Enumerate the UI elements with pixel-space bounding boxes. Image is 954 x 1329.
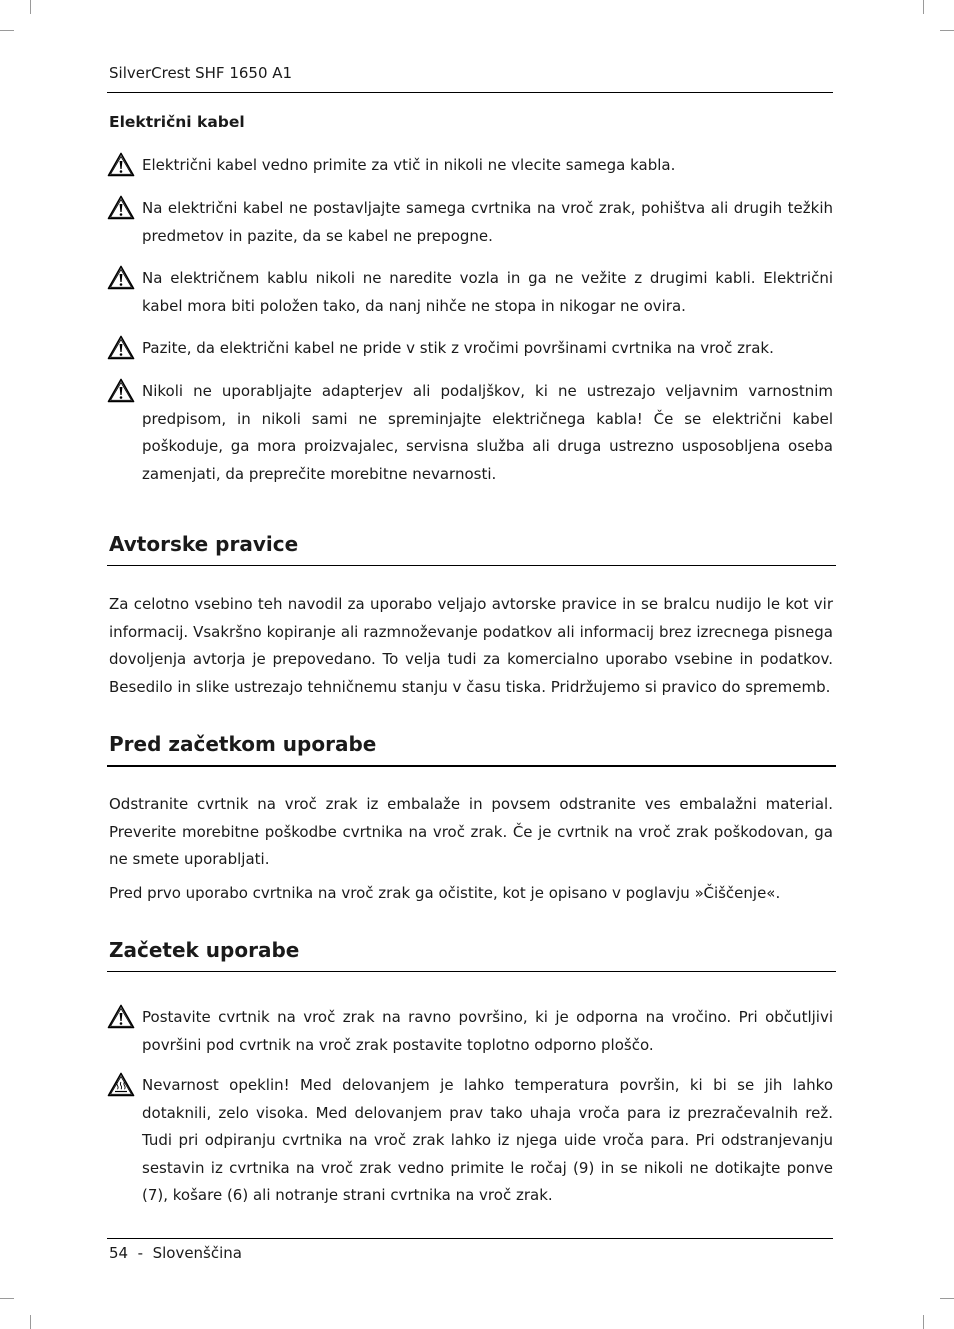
before-use-paragraph-1: Odstranite cvrtnik na vroč zrak iz embalaže in povsem odstranite ves embalažni material. Preverite morebitne poškodbe cvrtnika na vroč zrak. Če je cvrtnik na vroč zrak poškodovan, ga ne smete uporabljati. — [109, 795, 833, 869]
warning-triangle-icon — [107, 335, 135, 360]
copyright-title: Avtorske pravice — [109, 532, 299, 556]
copyright-divider — [107, 565, 836, 566]
start-divider — [107, 971, 836, 972]
crop-mark — [30, 0, 31, 14]
warning-text: Na električni kabel ne postavljajte samega cvrtnika na vroč zrak, pohištva ali drugih težkih predmetov in pazite, da se kabel ne prepogne. — [142, 199, 833, 245]
warning-text: Električni kabel vedno primite za vtič in nikoli ne vlecite samega kabla. — [142, 156, 676, 174]
warning-triangle-icon — [107, 195, 135, 220]
warning-triangle-icon — [107, 152, 135, 177]
crop-mark — [923, 1315, 924, 1329]
crop-mark — [0, 30, 14, 31]
cable-warning-3 — [107, 265, 833, 320]
page-footer: 54 - Slovenščina — [109, 1244, 242, 1262]
hot-warning-text: Nevarnost opeklin! Med delovanjem je lahko temperatura površin, ki bi se jih lahko dotaknili, zelo visoka. Med delovanjem prav tako uhaja vroča para iz prezračevalnih rež. Tudi pri odpiranju cvrtnika na vroč zrak lahko iz njega uide vroča para. Pri odstranjevanju sestavin iz cvrtnika na vroč zrak vedno primite le ročaj (9) in se nikoli ne dotikajte ponve (7), košare (6) ali notranje strani cvrtnika na vroč zrak. — [142, 1076, 833, 1205]
warning-text: Nikoli ne uporabljajte adapterjev ali podaljškov, ki ne ustrezajo veljavnim varnostnim predpisom, in nikoli sami ne spreminjajte električnega kabla! Če se električni kabel poškoduje, ga mora proizvajalec, servisna služba ali druga ustrezno usposobljena oseba zamenjati, da preprečite morebitne nevarnosti. — [142, 382, 833, 483]
cable-warning-1 — [107, 152, 833, 180]
cable-subtitle: Električni kabel — [109, 113, 245, 131]
warning-text: Pazite, da električni kabel ne pride v stik z vročimi površinami cvrtnika na vroč zrak. — [142, 339, 774, 357]
warning-text: Na električnem kablu nikoli ne naredite vozla in ga ne vežite z drugimi kabli. Električni kabel mora biti položen tako, da nanj nihče ne stopa in nikogar ne ovira. — [142, 269, 833, 315]
crop-mark — [940, 30, 954, 31]
before-use-divider — [107, 765, 836, 767]
crop-mark — [30, 1315, 31, 1329]
start-warning — [107, 1004, 833, 1059]
crop-mark — [940, 1298, 954, 1299]
before-use-paragraph-2: Pred prvo uporabo cvrtnika na vroč zrak ga očistite, kot je opisano v poglavju »Čiščenje«. — [109, 884, 781, 902]
before-use-title: Pred začetkom uporabe — [109, 732, 377, 756]
warning-triangle-icon — [107, 378, 135, 403]
cable-warning-5 — [107, 378, 833, 488]
start-title: Začetek uporabe — [109, 938, 300, 962]
cable-warning-2 — [107, 195, 833, 250]
hot-surface-icon — [107, 1072, 135, 1097]
page-header: SilverCrest SHF 1650 A1 — [109, 64, 293, 82]
copyright-paragraph: Za celotno vsebino teh navodil za uporabo veljajo avtorske pravice in se bralcu nudijo le kot vir informacij. Vsakršno kopiranje ali razmnoževanje podatkov ali informacij brez izrecnega pisnega dovoljenja avtorja je prepovedano. To velja tudi za komercialno uporabo vsebine in podatkov. Besedilo in slike ustrezajo tehničnemu stanju v času tiska. Pridržujemo si pravico do sprememb. — [109, 595, 833, 696]
crop-mark — [0, 1298, 14, 1299]
warning-triangle-icon — [107, 265, 135, 290]
warning-text: Postavite cvrtnik na vroč zrak na ravno površino, ki je odporna na vročino. Pri občutljivi površini pod cvrtnik na vroč zrak postavite toplotno odporno ploščo. — [142, 1008, 833, 1054]
header-divider — [107, 92, 833, 93]
hot-surface-warning — [107, 1072, 833, 1210]
cable-warning-4 — [107, 335, 833, 363]
footer-divider — [107, 1238, 833, 1239]
warning-triangle-icon — [107, 1004, 135, 1029]
crop-mark — [923, 0, 924, 14]
